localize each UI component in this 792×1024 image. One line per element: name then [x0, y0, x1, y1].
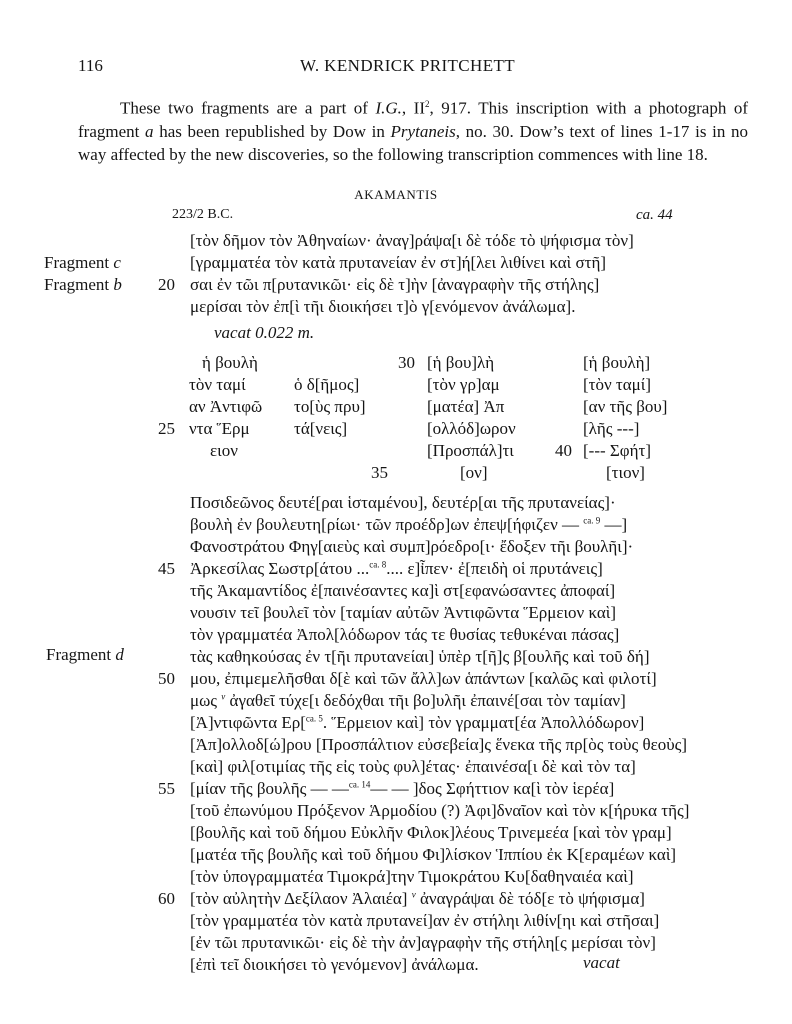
inscription-line: [τὸν δῆμον τὸν Ἀθηναίων· ἀναγ]ράψα[ι δὲ τόδε τὸ ψήφισμα τὸν] [190, 231, 634, 250]
fragment-label-letter: c [113, 253, 121, 272]
line-number: 30 [398, 353, 415, 372]
vacat-mark: v [221, 691, 226, 702]
inscription-line: βουλὴ ἐν βουλευτη[ρίωι· τῶν προέδρ]ων ἐπεψ[ήφιζεν — $^{ca. 9}$ —] [190, 515, 628, 534]
inscription-line: [βουλῆς καὶ τοῦ δήμου Εὐκλῆν Φιλοκ]λέους Τρινεμεέα [καὶ τὸν γραμ] [190, 823, 672, 842]
line-number: 20 [158, 275, 175, 294]
vacat-note: vacat 0.022 m. [214, 323, 315, 342]
crown-col4: [αν τῆς βου] [583, 397, 668, 416]
crown-col2: ὁ δ[ῆμος] [294, 375, 360, 394]
crown-col1: ειον [210, 441, 238, 460]
prytaneis-title: Prytaneis [390, 121, 456, 141]
crown-col3: [τὸν γρ]αμ [427, 375, 500, 394]
line-text: [μίαν τῆς βουλῆς [190, 779, 307, 798]
inscription-line: Ποσιδεῶνος δευτέ[ραι ἱσταμένου], δευτέρ[αι τῆς πρυτανείας]· [190, 493, 616, 512]
line-number: 40 [555, 441, 572, 460]
crown-col3: [ἡ βου]λὴ [427, 353, 495, 372]
inscription-line: [Ἀ]ντιφῶντα Ερ[$^{ca. 5}$. Ἕρμειον καὶ] τὸν γραμματ[έα Ἀπολλόδωρον] [190, 713, 645, 732]
crown-col4: [τιον] [606, 463, 645, 482]
line-tail: Ἕρμειον καὶ] τὸν γραμματ[έα Ἀπολλόδωρον] [331, 713, 645, 732]
fragment-label-letter: d [115, 645, 124, 664]
vacat-mark: v [411, 889, 416, 900]
inscription-line: [ἐν τῶι πρυτανικῶι· εἰς δὲ τὴν ἀν]αγραφὴν τῆς στήλη[ς μερίσαι τὸν] [190, 933, 656, 952]
ig-abbrev: I.G. [375, 98, 402, 118]
crown-col1: ντα Ἕρμ [189, 419, 250, 438]
dots: ... [356, 559, 370, 578]
inscription-line: τὰς καθηκούσας ἐν τ[ῆι πρυτανείαι] ὑπὲρ τ[ῆ]ς β[ουλῆς καὶ τοῦ δή] [190, 647, 650, 666]
inscription-line: τῆς Ἀκαμαντίδος ἐ[παινέσαντες κα]ὶ στ[εφανώσαντες ἀποφαί] [190, 581, 616, 600]
line-tail: ] [621, 515, 628, 534]
line-length: ca. 44 [636, 207, 673, 223]
inscription-line: νουσιν τεῖ βουλεῖ τὸν [ταμίαν αὐτῶν Ἀντιφῶντα Ἕρμειον καὶ] [190, 603, 617, 622]
intro-text-4: has been republished by Dow in [153, 121, 391, 141]
inscription-line: [τὸν γραμματέα τὸν κατὰ πρυτανεί]αν ἐν στήληι λιθίν[ηι καὶ στῆσαι] [190, 911, 660, 930]
line-text: Ἀρκεσίλας Σωστρ[άτου [190, 559, 353, 578]
inscription-line: [ματέα τῆς βουλῆς καὶ τοῦ δήμου Φι]λίσκον Ἱππίου ἐκ Κ[εραμέων καὶ] [190, 845, 677, 864]
inscription-line: μου, ἐπιμεμελῆσθαι δ[ὲ καὶ τῶν ἄλλ]ων ἁπάντων [καλῶς καὶ φιλοτί] [190, 669, 657, 688]
line-number: 50 [158, 669, 175, 688]
fragment-letter: a [145, 121, 154, 141]
fragment-label: Fragment d [46, 645, 124, 664]
letter-count: ca. 8 [369, 559, 387, 570]
fragment-label: Fragment b [44, 275, 122, 294]
line-number: 60 [158, 889, 175, 908]
inscription-date: 223/2 B.C. [172, 207, 234, 222]
line-number: 55 [158, 779, 175, 798]
letter-count: ca. 14 [348, 779, 371, 790]
crown-col1: τὸν ταμί [189, 375, 246, 394]
inscription-line [190, 691, 626, 711]
intro-text-2: , II [401, 98, 425, 118]
line-text: μως [190, 691, 218, 710]
line-tail: ]δος Σφήττιον κα[ὶ τὸν ἱερέα] [412, 779, 615, 798]
volume-superscript: 2 [425, 99, 430, 109]
intro-text-3: , 917. This inscription with a photograph of fragment [78, 98, 748, 141]
line-tail: ἀγαθεῖ τύχε[ι δεδόχθαι τῆι βο]υλῆι ἐπαινέ[σαι τὸν ταμίαν] [229, 691, 626, 710]
crown-col4: [λῆς ---] [583, 419, 640, 438]
inscription-line: [τοῦ ἐπωνύμου Πρόξενον Ἁρμοδίου (?) Ἀφι]δναῖον καὶ τὸν κ[ήρυκα τῆς] [190, 801, 690, 820]
dots: .... [386, 559, 404, 578]
inscription-line: [Ἀπ]ολλοδ[ώ]ρου [Προσπάλτιον εὐσεβεία]ς ἕνεκα τῆς πρ[ὸς τοὺς θεοὺς] [190, 735, 688, 754]
line-text: βουλὴ ἐν βουλευτη[ρίωι· τῶν προέδρ]ων ἐπεψ[ήφιζεν [190, 515, 558, 534]
inscription-line: [τὸν ὑπογραμματέα Τιμοκρά]την Τιμοκράτου Κυ[δαθηναιέα καὶ] [190, 867, 634, 886]
crown-col4: [ἡ βουλὴ] [583, 353, 651, 372]
inscription-line: σαι ἐν τῶι π[ρυτανικῶι· εἰς δὲ τ]ὴν [ἀναγραφὴν τῆς στήλης] [190, 275, 600, 294]
line-number: 45 [158, 559, 175, 578]
inscription-line: μερίσαι τὸν ἐπ[ὶ τῆι διοικήσει τ]ὸ γ[ενόμενον ἀνάλωμα]. [190, 297, 576, 316]
intro-paragraph [78, 93, 748, 166]
inscription-line: [μίαν τῆς βουλῆς — —$^{ca. 14}$— — ]δος Σφήττιον κα[ὶ τὸν ἱερέα] [190, 779, 615, 798]
line-text: [τὸν αὐλητὴν Δεξίλαον Ἀλαιέα] [190, 889, 408, 908]
intro-text-1: These two fragments are a part of [120, 98, 376, 118]
fragment-label: Fragment c [44, 253, 121, 272]
inscription-heading: AKAMANTIS [354, 187, 438, 202]
inscription-line: τὸν γραμματέα Ἀπολ[λόδωρον τάς τε θυσίας τεθυκέναι πάσας] [190, 625, 620, 644]
crown-col1: αν Ἀντιφῶ [189, 397, 263, 416]
inscription-line: [ἐπὶ τεῖ διοικήσει τὸ γενόμενον] ἀνάλωμα. [190, 955, 479, 974]
inscription-line [190, 889, 645, 909]
vacat-end: vacat [583, 953, 620, 972]
crown-col3: [ολλόδ]ωρον [427, 419, 516, 438]
line-text: [Ἀ]ντιφῶντα Ερ[ [190, 713, 306, 732]
running-head: W. KENDRICK PRITCHETT [300, 56, 516, 75]
inscription-line: [γραμματέα τὸν κατὰ πρυτανείαν ἐν στ]ή[λει λιθίνει καὶ στῆ] [190, 253, 607, 272]
line-number: 25 [158, 419, 175, 438]
line-tail: ἀναγράψαι δὲ τόδ[ε τὸ ψήφισμα] [419, 889, 645, 908]
crown-col4: [--- Σφήτ] [583, 441, 651, 460]
crown-col1: ἡ βουλὴ [202, 353, 258, 372]
crown-col3: [ον] [460, 463, 488, 482]
line-number: 35 [371, 463, 388, 482]
crown-col2: το[ὺς πρυ] [294, 397, 366, 416]
crown-col4: [τὸν ταμί] [583, 375, 652, 394]
fragment-label-letter: b [113, 275, 122, 294]
inscription-line [190, 559, 603, 579]
inscription-line: Φανοστράτου Φηγ[αιεὺς καὶ συμπ]ρόεδρο[ι· ἔδοξεν τῆι βουλῆι]· [190, 537, 634, 556]
crown-col3: [Προσπάλ]τι [427, 441, 514, 460]
letter-count: ca. 9 [583, 515, 601, 526]
crown-col3: [ματέα] Ἀπ [427, 397, 505, 416]
inscription-line: [καὶ] φιλ[οτιμίας τῆς εἰς τοὺς φυλ]έτας· ἐπαινέσα[ι δὲ καὶ τὸν τα] [190, 757, 636, 776]
crown-col2: τά[νεις] [294, 419, 348, 438]
line-tail: ε]ἶπεν· ἐ[πειδὴ οἱ πρυτάνεις] [407, 559, 603, 578]
intro-text-5: , no. 30. Dow’s text of lines 1-17 is in no way affected by the new discoveries, so the following transcription commences with line 18. [78, 121, 748, 164]
page-number: 116 [78, 56, 103, 75]
letter-count: ca. 5 [305, 713, 323, 724]
